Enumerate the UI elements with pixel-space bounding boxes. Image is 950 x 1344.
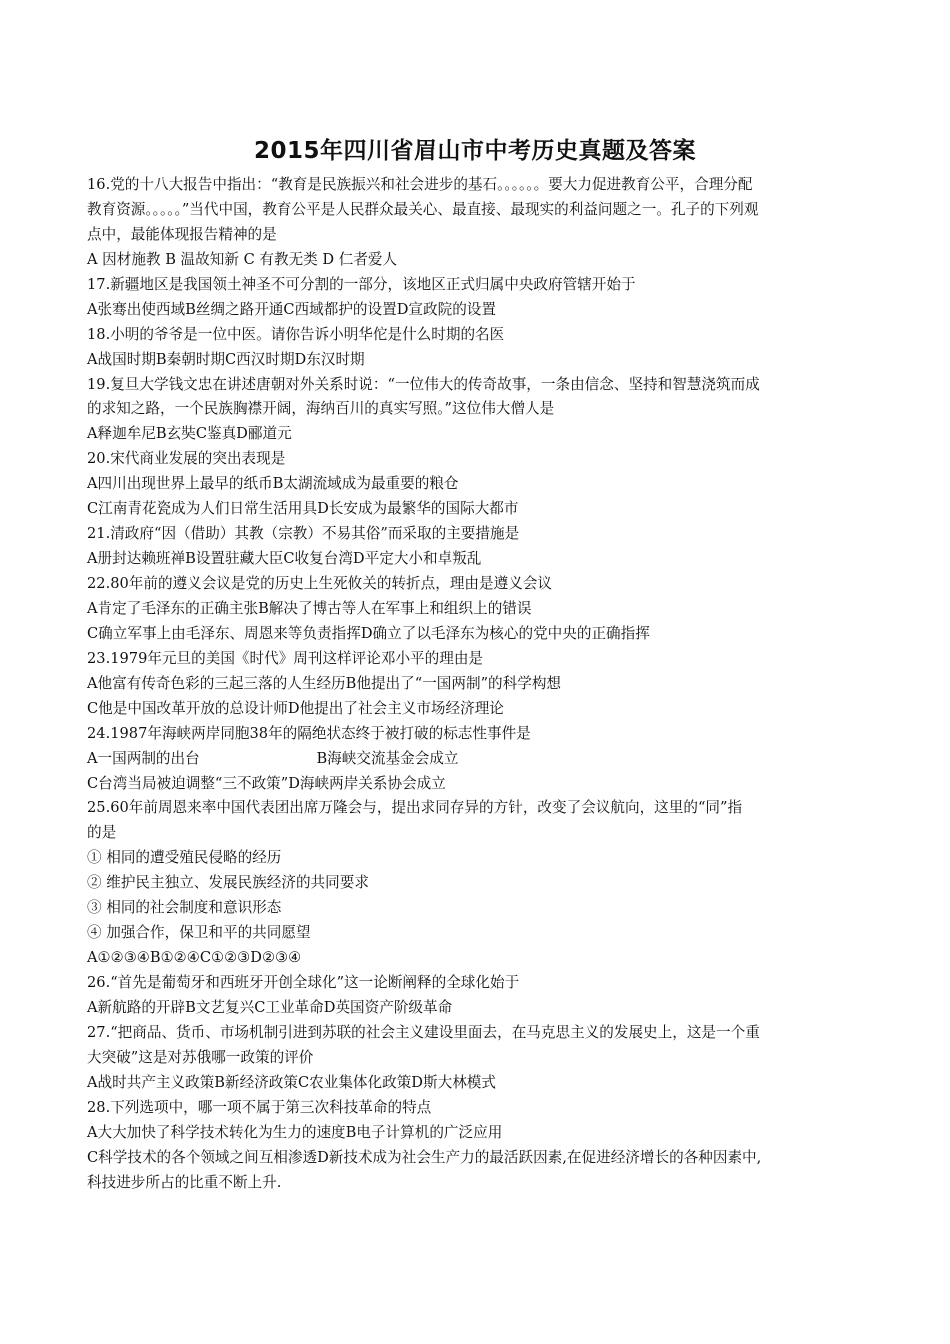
text-line: C确立军事上由毛泽东、周恩来等负责指挥D确立了以毛泽东为核心的党中央的正确指挥: [87, 624, 650, 642]
text-line: C台湾当局被迫调整“三不政策”D海峡两岸关系协会成立: [87, 774, 446, 792]
text-line: 22.80年前的遵义会议是党的历史上生死攸关的转折点，理由是遵义会议: [87, 575, 553, 592]
text-line: ③ 相同的社会制度和意识形态: [87, 899, 282, 917]
text-line: 27.“把商品、货币、市场机制引进到苏联的社会主义建设里面去，在马克思主义的发展史上，这是一个重: [87, 1023, 760, 1041]
document-body: [87, 173, 867, 1195]
text-line: ① 相同的遭受殖民侵略的经历: [87, 849, 282, 867]
text-line: A新航路的开辟B文艺复兴C工业革命D英国资产阶级革命: [87, 998, 453, 1016]
text-line: 26.“首先是葡萄牙和西班牙开创全球化”这一论断阐释的全球化始于: [87, 974, 520, 991]
text-line: 23.1979年元旦的美国《时代》周刊这样评论邓小平的理由是: [87, 649, 484, 667]
text-line: 17.新疆地区是我国领土神圣不可分割的一部分，该地区正式归属中央政府管辖开始于: [87, 275, 636, 293]
text-line: A战时共产主义政策B新经济政策C农业集体化政策D斯大林模式: [87, 1073, 496, 1091]
text-line: A释迦牟尼B玄奘C鉴真D郦道元: [87, 425, 292, 443]
text-line: 21.清政府“因（借助）其教（宗教）不易其俗”而采取的主要措施是: [87, 525, 520, 543]
text-line: 16.党的十八大报告中指出：“教育是民族振兴和社会进步的基石。。。。。。要大力促进教育公平，合理分配: [87, 176, 753, 193]
text-line: 大突破”这是对苏俄哪一政策的评价: [87, 1048, 314, 1066]
text-line: 19.复旦大学钱文忠在讲述唐朝对外关系时说：“一位伟大的传奇故事，一条由信念、坚持和智慧浇筑而成: [87, 375, 760, 393]
document-title: 2015年四川省眉山市中考历史真题及答案: [253, 138, 696, 164]
text-line: C他是中国改革开放的总设计师D他提出了社会主义市场经济理论: [87, 699, 504, 717]
text-line: 18.小明的爷爷是一位中医。请你告诉小明华佗是什么时期的名医: [87, 325, 505, 343]
text-line: 20.宋代商业发展的突出表现是: [87, 450, 286, 468]
text-line: ④ 加强合作，保卫和平的共同愿望: [87, 924, 311, 942]
text-line: C科学技术的各个领域之间互相渗透D新技术成为社会生产力的最活跃因素,在促进经济增长的各种因素中,: [87, 1148, 762, 1166]
text-line: A四川出现世界上最早的纸币B太湖流域成为最重要的粮仓: [87, 475, 459, 493]
text-line: C江南青花瓷成为人们日常生活用具D长安成为最繁华的国际大都市: [87, 500, 519, 518]
text-line: A张骞出使西域B丝绸之路开通C西域都护的设置D宣政院的设置: [87, 300, 496, 318]
text-line: A他富有传奇色彩的三起三落的人生经历B他提出了“一国两制”的科学构想: [87, 674, 562, 692]
text-line: A大大加快了科学技术转化为生力的速度B电子计算机的广泛应用: [87, 1123, 503, 1141]
text-line: 24.1987年海峡两岸同胞38年的隔绝状态终于被打破的标志性事件是: [87, 724, 531, 742]
text-line: 科技进步所占的比重不断上升.: [87, 1173, 282, 1191]
text-line: 28.下列选项中，哪一项不属于第三次科技革命的特点: [87, 1098, 432, 1116]
text-line: A①②③④B①②④C①②③D②③④: [87, 949, 302, 967]
text-line: 教育资源。。。。。”当代中国，教育公平是人民群众最关心、最直接、最现实的利益问题之一。孔子的下列观: [87, 200, 759, 218]
text-line: 的是: [87, 824, 117, 842]
text-line: 的求知之路，一个民族胸襟开阔，海纳百川的真实写照。”这位伟大僧人是: [87, 400, 555, 418]
text-line: A册封达赖班禅B设置驻藏大臣C收复台湾D平定大小和卓叛乱: [87, 550, 482, 568]
text-line: A一国两制的出台 B海峡交流基金会成立: [87, 749, 459, 767]
text-line: 25.60年前周恩来率中国代表团出席万隆会与，提出求同存异的方针，改变了会议航向，这里的“同”指: [87, 799, 743, 817]
text-line: A战国时期B秦朝时期C西汉时期D东汉时期: [87, 350, 365, 368]
text-line: 点中，最能体现报告精神的是: [87, 225, 277, 243]
text-line: ② 维护民主独立、发展民族经济的共同要求: [87, 874, 369, 892]
text-line: A 因材施教 B 温故知新 C 有教无类 D 仁者爱人: [87, 250, 398, 268]
text-line: A肯定了毛泽东的正确主张B解决了博古等人在军事上和组织上的错误: [87, 599, 532, 617]
